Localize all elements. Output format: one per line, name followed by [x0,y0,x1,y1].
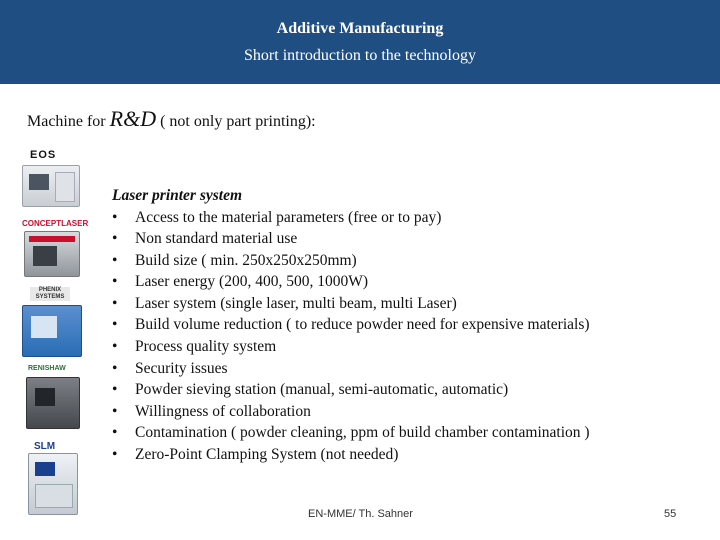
eos-machine-icon [22,165,80,207]
bullet-glyph: • [112,359,118,377]
bullet-glyph: • [112,402,118,420]
slm-machine-icon [28,453,78,515]
requirements-list [112,207,590,466]
bullet-glyph: • [112,294,118,312]
concept-laser-machine-image [18,209,89,275]
list-item [112,379,590,401]
concept-laser-logo: CONCEPTLASER [22,219,89,228]
list-item [112,358,590,380]
laser-system-section [112,185,590,466]
list-item-text: Zero-Point Clamping System (not needed) [135,446,399,464]
intro-line [27,106,316,132]
list-item-text: Willingness of collaboration [135,402,311,420]
eos-machine-image [18,145,84,205]
slide-title: Additive Manufacturing [276,20,444,37]
intro-suffix: ( not only part printing): [160,113,316,130]
list-item-text: Build size ( min. 250x250x250mm) [135,251,357,269]
bullet-glyph: • [112,316,118,334]
renishaw-machine-image [18,363,84,427]
slide-subtitle: Short introduction to the technology [244,47,476,64]
list-item-text: Security issues [135,359,228,377]
slm-machine-image [18,439,84,513]
phenix-machine-icon [22,305,82,357]
list-item [112,336,590,358]
bullet-glyph: • [112,273,118,291]
phenix-machine-image [18,287,84,355]
list-item [112,228,590,250]
bullet-glyph: • [112,446,118,464]
list-item-text: Laser energy (200, 400, 500, 1000W) [135,273,369,291]
title-banner [0,0,720,84]
list-item [112,444,590,466]
bullet-glyph: • [112,424,118,442]
list-item [112,314,590,336]
concept-machine-icon [24,231,80,277]
bullet-glyph: • [112,208,118,226]
list-item [112,250,590,272]
slm-logo: SLM [34,441,56,452]
list-item [112,293,590,315]
bullet-glyph: • [112,338,118,356]
section-heading: Laser printer system [112,187,243,204]
list-item-text: Powder sieving station (manual, semi-automatic, automatic) [135,381,509,399]
phenix-logo: PHENIX SYSTEMS [30,287,70,301]
bullet-glyph: • [112,230,118,248]
list-item [112,422,590,444]
list-item-text: Non standard material use [135,230,298,248]
list-item-text: Process quality system [135,338,277,356]
eos-logo: EOS [30,149,57,161]
renishaw-machine-icon [26,377,80,429]
bullet-glyph: • [112,251,118,269]
footer-author: EN-MME/ Th. Sahner [308,508,413,520]
list-item-text: Laser system (single laser, multi beam, multi Laser) [135,294,457,312]
page-number: 55 [664,508,677,520]
intro-rd: R&D [109,106,157,131]
list-item [112,207,590,229]
list-item [112,271,590,293]
renishaw-logo: RENISHAW [28,365,66,372]
list-item-text: Build volume reduction ( to reduce powder need for expensive materials) [135,316,590,334]
intro-prefix: Machine for [27,113,106,130]
bullet-glyph: • [112,381,118,399]
list-item [112,401,590,423]
list-item-text: Contamination ( powder cleaning, ppm of build chamber contamination ) [135,424,590,442]
list-item-text: Access to the material parameters (free or to pay) [135,208,442,226]
